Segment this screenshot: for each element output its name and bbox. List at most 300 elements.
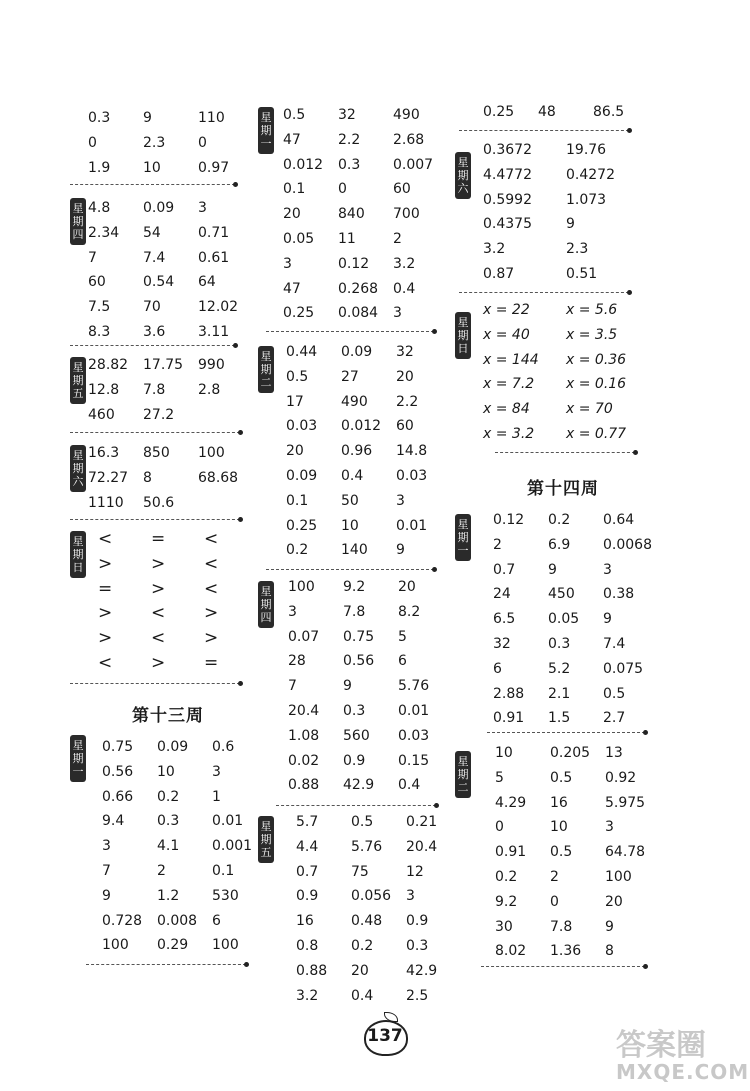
answer-value: 20 [396,368,414,385]
answer-value: 9 [603,611,612,628]
day-tab-char: 星 [260,350,272,363]
answer-value: = [151,529,166,549]
answer-value: 28.82 [88,357,129,373]
answer-value: 72.27 [88,469,129,486]
answer-value: 0.012 [283,156,324,173]
answer-value: 2.1 [548,685,571,702]
answer-value: 50 [341,492,359,509]
separator [70,683,240,684]
answer-value: 0.5 [550,844,573,861]
answer-value: 0.61 [198,249,230,266]
day-tab-char: 星 [457,316,469,329]
answer-value: < [204,578,219,599]
answer-value: 4.1 [157,838,180,855]
separator [70,345,235,346]
separator [487,732,645,733]
answer-value: 3.2 [393,255,416,272]
answer-value: 0.6 [212,739,235,755]
answer-value: 64 [198,274,216,291]
answer-value: 54 [143,224,161,241]
answer-value: 2 [493,536,502,553]
answer-value: 20.4 [406,838,438,855]
answer-value: 8.02 [495,943,527,960]
answer-value: 0.7 [493,561,516,578]
answer-value: 16 [550,794,568,811]
day-tab-char: 期 [457,531,469,544]
answer-value: > [98,603,113,624]
answer-value: 0.2 [548,512,571,528]
answer-value: 140 [341,542,368,559]
answer-value: 1.5 [548,710,571,727]
day-tab [455,514,471,561]
day-tab-char: 星 [72,361,84,374]
day-tab-char: 期 [260,833,272,846]
answer-value: 16 [296,913,314,930]
answer-value: 11 [338,230,356,247]
answer-value: x = 70 [566,401,613,418]
answer-value: 0.084 [338,305,379,322]
answer-value: 0 [88,134,97,151]
answer-value: 0.4375 [483,216,532,233]
answer-value: 8 [143,469,152,486]
answer-value: 0.01 [212,813,244,830]
answer-value: = [204,652,219,673]
answer-value: 1.2 [157,887,180,904]
answer-value: 0.3672 [483,142,532,158]
answer-value: 1.08 [288,727,320,744]
watermark-url: MXQE.COM [616,1060,750,1084]
answer-value: 12.02 [198,299,239,316]
answer-value: 70 [143,299,161,316]
day-tab-char: 日 [72,561,84,574]
answer-value: 0.03 [396,467,428,484]
answer-value: 3.11 [198,323,230,340]
answer-value: 6 [493,660,502,677]
answer-value: > [204,603,219,624]
day-tab-char: 期 [72,462,84,475]
answer-value: 5 [398,628,407,645]
week-13-title: 第十三周 [132,706,204,726]
answer-value: 6.5 [493,611,516,628]
separator [70,184,235,185]
answer-value: 0.01 [396,517,428,534]
answer-value: 0.2 [495,868,518,885]
answer-value: 7.4 [143,249,166,266]
answer-value: 9 [566,216,575,233]
answer-value: 48 [538,104,556,120]
answer-value: 1.36 [550,943,582,960]
answer-value: 4.8 [88,200,111,216]
answer-value: 100 [288,579,315,595]
answer-value: 7.8 [143,381,166,398]
answer-value: 10 [143,159,161,176]
answer-value: 100 [198,445,225,461]
day-tab [258,581,274,628]
answer-value: 3.2 [296,987,319,1004]
day-tab-char: 日 [457,342,469,355]
day-tab-char: 期 [457,768,469,781]
answer-value: 19.76 [566,142,607,158]
answer-value: > [151,652,166,673]
answer-value: x = 3.5 [566,326,618,343]
answer-value: 0.2 [286,542,309,559]
answer-value: > [98,553,113,574]
answer-value: x = 0.16 [566,376,627,393]
separator [86,964,246,965]
answer-value: 0.21 [406,814,438,830]
day-tab-char: 一 [72,765,84,778]
answer-value: 0.5 [603,685,626,702]
answer-value: 10 [157,763,175,780]
answer-value: 0.75 [343,628,375,645]
answer-value: 3 [102,838,111,855]
answer-value: > [151,553,166,574]
answer-value: 0.44 [286,344,318,360]
answer-value: 2 [550,868,559,885]
answer-value: 0.056 [351,888,392,905]
day-tab-char: 期 [260,598,272,611]
answer-value: 840 [338,206,365,223]
separator [459,292,629,293]
day-tab-char: 五 [260,846,272,859]
separator [276,805,436,806]
answer-value: = [98,578,113,599]
answer-value: 64.78 [605,844,646,861]
answer-value: 7.5 [88,299,111,316]
answer-value: 0.3 [406,937,429,954]
answer-value: 7 [288,678,297,695]
answer-value: 0.4272 [566,166,615,183]
day-tab-char: 星 [260,820,272,833]
answer-value: 27 [341,368,359,385]
day-tab-char: 星 [457,755,469,768]
answer-value: 560 [343,727,370,744]
answer-value: 2 [393,230,402,247]
day-tab-char: 星 [72,739,84,752]
answer-value: x = 0.36 [566,351,627,368]
day-tab [70,198,86,245]
answer-value: 6 [212,912,221,929]
answer-value: 0.001 [212,838,253,855]
answer-value: 460 [88,406,115,423]
answer-value: 2.3 [566,241,589,258]
answer-value: x = 40 [483,326,530,343]
answer-value: > [204,628,219,649]
day-tab [258,346,274,393]
answer-value: 0.4 [393,280,416,297]
answer-value: 1.073 [566,191,607,208]
answer-value: 20 [286,443,304,460]
answer-value: 0.91 [493,710,525,727]
answer-value: 0.9 [296,888,319,905]
answer-value: 0.007 [393,156,434,173]
answer-value: 100 [212,937,239,954]
answer-value: 9 [343,678,352,695]
answer-value: 7 [102,862,111,879]
answer-value: 4.4 [296,838,319,855]
answer-value: 0.7 [296,863,319,880]
separator [495,452,635,453]
answer-value: 0.09 [341,344,373,360]
answer-value: > [98,628,113,649]
answer-value: 12.8 [88,381,120,398]
day-tab [70,735,86,782]
answer-value: 0.268 [338,280,379,297]
answer-value: 0.2 [157,788,180,805]
answer-value: 2.5 [406,987,429,1004]
answer-value: 0.25 [483,104,515,120]
answer-value: 0.03 [398,727,430,744]
answer-value: 17.75 [143,357,184,373]
day-tab [70,445,86,492]
answer-value: 0.728 [102,912,143,929]
answer-value: 490 [341,393,368,410]
answer-value: 3 [288,603,297,620]
answer-value: 3.6 [143,323,166,340]
answer-value: 0.56 [102,763,134,780]
answer-value: 0.12 [493,512,525,528]
answer-value: 0.5 [351,814,374,830]
answer-value: 30 [495,918,513,935]
answer-value: 0.38 [603,586,635,603]
day-tab-char: 一 [260,137,272,150]
answer-value: 0.09 [157,739,189,755]
answer-value: < [204,529,219,549]
answer-value: 6 [398,653,407,670]
answer-value: 86.5 [593,104,625,120]
answer-value: 20.4 [288,702,320,719]
answer-value: 68.68 [198,469,239,486]
answer-value: 0.48 [351,913,383,930]
answer-value: 5.76 [398,678,430,695]
day-tab-char: 期 [72,548,84,561]
answer-value: 0.05 [283,230,315,247]
answer-value: 10 [495,745,513,761]
answer-value: 0.29 [157,937,189,954]
answer-value: 9 [396,542,405,559]
answer-value: 0.008 [157,912,198,929]
answer-value: 5 [495,769,504,786]
answer-value: 0.9 [343,752,366,769]
answer-value: 9.2 [343,579,366,595]
answer-value: 5.2 [548,660,571,677]
answer-value: 3 [283,255,292,272]
answer-value: 13 [605,745,623,761]
answer-value: 3.2 [483,241,506,258]
day-tab-char: 星 [72,202,84,215]
day-tab-char: 星 [72,535,84,548]
answer-value: 0.75 [102,739,134,755]
answer-value: < [204,553,219,574]
answer-value: 1110 [88,494,124,511]
answer-value: 8.2 [398,603,421,620]
answer-value: < [98,529,113,549]
answer-value: 0.09 [286,467,318,484]
answer-value: 12 [406,863,424,880]
answer-value: 0.56 [343,653,375,670]
answer-value: 0.075 [603,660,644,677]
answer-value: 9.4 [102,813,125,830]
day-tab [258,107,274,154]
day-tab-char: 六 [457,182,469,195]
answer-value: 4.4772 [483,166,532,183]
answer-value: 0.92 [605,769,637,786]
answer-value: 0.9 [406,913,429,930]
answer-value: 8.3 [88,323,111,340]
answer-value: 0.0068 [603,536,652,553]
day-tab [258,816,274,863]
answer-value: 16.3 [88,445,120,461]
answer-value: 0.25 [283,305,315,322]
answer-value: 0.09 [143,200,175,216]
answer-value: 20 [398,579,416,595]
answer-value: 490 [393,107,420,123]
day-tab-char: 二 [260,376,272,389]
answer-value: 0.02 [288,752,320,769]
answer-value: 850 [143,445,170,461]
answer-value: 9 [548,561,557,578]
answer-value: x = 7.2 [483,376,535,393]
answer-value: 0.54 [143,274,175,291]
answer-value: 10 [550,819,568,836]
answer-value: > [151,578,166,599]
answer-value: 100 [605,868,632,885]
answer-value: 0.64 [603,512,635,528]
answer-value: 7.4 [603,635,626,652]
answer-value: 0.07 [288,628,320,645]
answer-value: x = 0.77 [566,425,627,442]
answer-value: 20 [283,206,301,223]
answer-value: 0.5 [286,368,309,385]
day-tab-char: 星 [72,449,84,462]
separator [459,130,629,131]
day-tab-char: 星 [260,111,272,124]
watermark [616,1020,750,1088]
answer-value: x = 84 [483,401,530,418]
answer-value: 700 [393,206,420,223]
answer-value: 0 [495,819,504,836]
watermark-logo-text: 答案圈 [616,1028,706,1063]
separator [266,331,434,332]
answer-value: 0.3 [548,635,571,652]
page-number-badge [362,1012,406,1052]
day-tab-char: 期 [457,169,469,182]
answer-value: 0 [550,893,559,910]
answer-value: 7 [88,249,97,266]
answer-value: 450 [548,586,575,603]
answer-value: 32 [396,344,414,360]
answer-value: 2.2 [396,393,419,410]
answer-value: 0.3 [157,813,180,830]
answer-value: 0.88 [296,962,328,979]
separator [481,966,645,967]
answer-value: 0.3 [343,702,366,719]
separator [70,432,240,433]
answer-value: 0.4 [351,987,374,1004]
answer-value: 0.12 [338,255,370,272]
answer-value: 110 [198,110,225,126]
day-tab-char: 期 [260,363,272,376]
answer-value: 0.4 [341,467,364,484]
answer-value: 1 [212,788,221,805]
answer-value: 0.4 [398,777,421,794]
answer-value: 2.2 [338,131,361,148]
answer-value: 0.96 [341,443,373,460]
day-tab [455,312,471,359]
day-tab-char: 期 [72,752,84,765]
answer-value: x = 22 [483,302,530,318]
answer-value: 0.3 [88,110,111,126]
day-tab-char: 二 [457,781,469,794]
answer-value: < [98,652,113,673]
answer-value: 3 [396,492,405,509]
day-tab-char: 星 [457,518,469,531]
answer-value: 530 [212,887,239,904]
answer-value: 3 [198,200,207,216]
answer-value: 17 [286,393,304,410]
day-tab-char: 期 [72,374,84,387]
answer-value: < [151,603,166,624]
answer-value: 3 [212,763,221,780]
answer-value: 20 [605,893,623,910]
day-tab-char: 星 [260,585,272,598]
answer-value: 2.68 [393,131,425,148]
answer-value: 47 [283,280,301,297]
answer-value: 5.76 [351,838,383,855]
day-tab-char: 一 [457,544,469,557]
answer-value: 60 [393,181,411,198]
day-tab-char: 六 [72,475,84,488]
answer-value: 8 [605,943,614,960]
answer-value: 2.34 [88,224,120,241]
answer-value: 0.2 [351,937,374,954]
answer-value: 5.7 [296,814,319,830]
answer-value: 990 [198,357,225,373]
answer-value: 2 [157,862,166,879]
answer-value: 2.88 [493,685,525,702]
answer-value: 3 [393,305,402,322]
page-number: 137 [367,1026,403,1046]
answer-value: 0.88 [288,777,320,794]
answer-value: 0.15 [398,752,430,769]
answer-value: 24 [493,586,511,603]
answer-value: 0.01 [398,702,430,719]
answer-value: 7.8 [343,603,366,620]
answer-value: 0.1 [286,492,309,509]
answer-value: 0.1 [283,181,306,198]
answer-value: 0.25 [286,517,318,534]
answer-value: 5.975 [605,794,646,811]
answer-value: 0.012 [341,418,382,435]
answer-value: 100 [102,937,129,954]
answer-value: 0.03 [286,418,318,435]
day-tab-char: 期 [260,124,272,137]
day-tab-char: 星 [457,156,469,169]
answer-value: 60 [396,418,414,435]
day-tab [455,152,471,199]
week-14-title: 第十四周 [527,479,599,499]
answer-value: 14.8 [396,443,428,460]
answer-value: 0.71 [198,224,230,241]
answer-value: 3 [603,561,612,578]
answer-value: x = 144 [483,351,539,368]
day-tab-char: 五 [72,387,84,400]
answer-value: 2.7 [603,710,626,727]
answer-value: 0.3 [338,156,361,173]
answer-value: 0.8 [296,937,319,954]
answer-value: 75 [351,863,369,880]
answer-value: x = 5.6 [566,302,618,318]
